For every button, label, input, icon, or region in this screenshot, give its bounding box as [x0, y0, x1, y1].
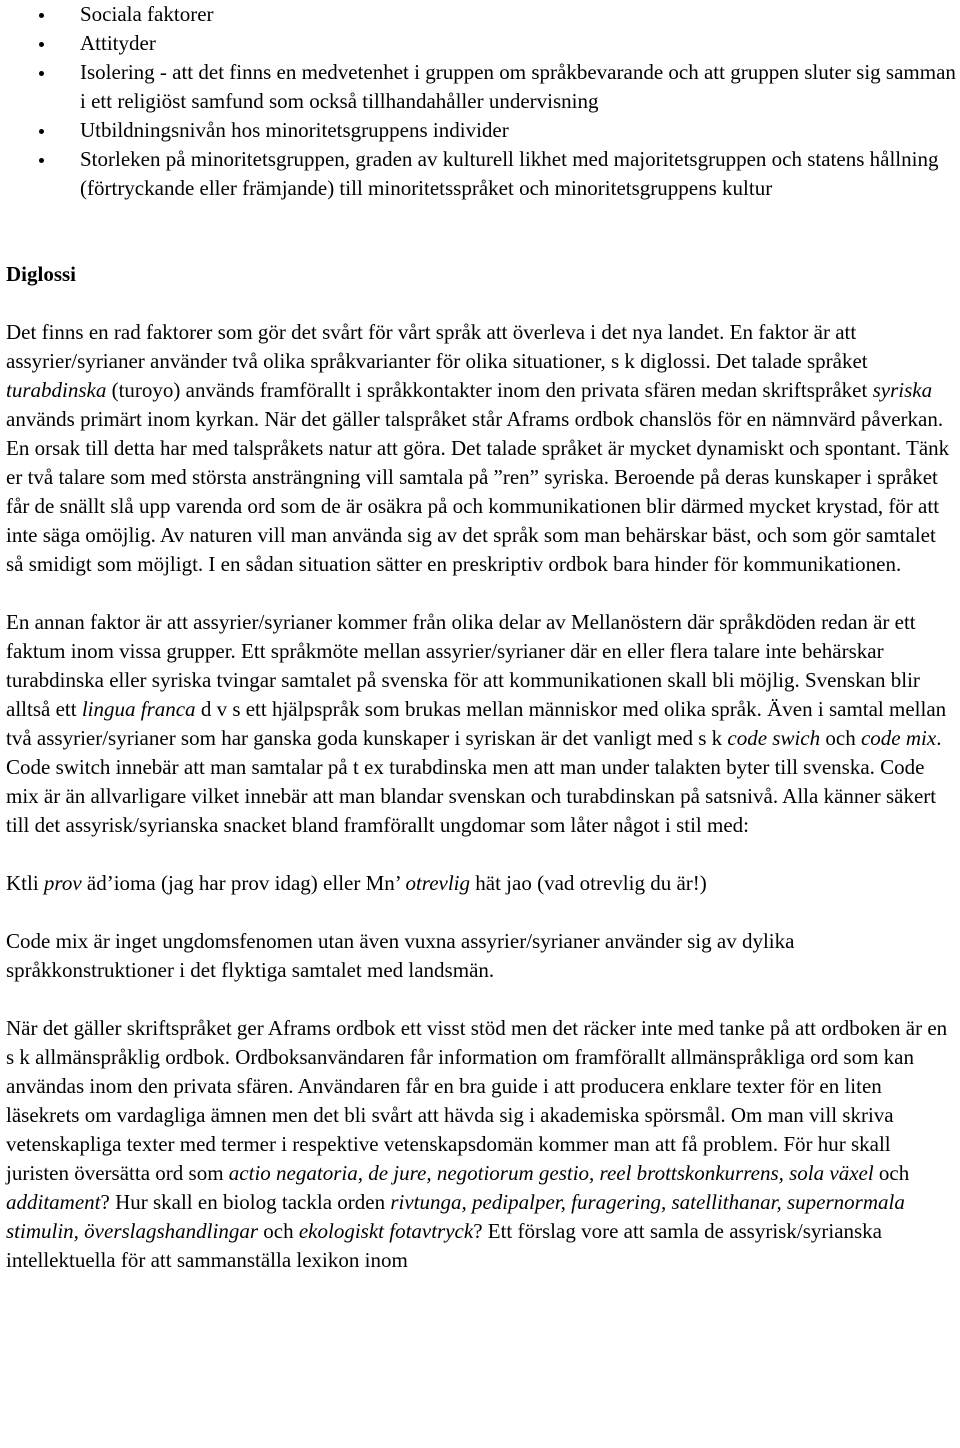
paragraph-language-contact — [6, 608, 956, 840]
list-item — [6, 29, 956, 58]
text-span: används primärt inom kyrkan. När det gäller talspråket står Aframs ordbok chanslös för en nämnvärd påverkan. En orsak till detta har med talspråkets natur att göra. Det talade språket är mycket dynamiskt och spontant. Tänk er två talare som med största ansträngning vill samtala på ”ren” syriska. Beroende på deras kunskaper i språket får de snällt slå upp varenda ord som de är osäkra på och kommunikationen blir därmed mycket krystad, för att inte säga omöjlig. Av naturen vill man använda sig av det språk som man behärskar bäst, och som gör samtalet så smidigt som möjligt. I en sådan situation sätter en preskriptiv ordbok bara hinder för kommunikationen. — [6, 407, 950, 576]
bullet-icon — [39, 129, 44, 134]
emphasis-text: turabdinska — [6, 378, 107, 402]
emphasis-text: code mix — [860, 726, 937, 750]
text-span: (turoyo) används framförallt i språkkontakter inom den privata sfären medan skriftspråket — [106, 378, 873, 402]
text-span: En annan faktor är att assyrier/syrianer kommer från olika delar av Mellanöstern där språkdöden redan är ett faktum inom vissa grupper. Ett språkmöte mellan assyrier/syrianer där en eller flera talare inte behärskar turabdinska eller syriska tvingar samtalet på svenska för att kommunikationen skall bli möjlig. Svenskan blir alltså ett — [6, 610, 920, 721]
emphasis-text: actio negatoria, de jure, negotiorum gestio, reel brottskonkurrens, sola växel — [228, 1161, 874, 1185]
text-span: ? Hur skall en biolog tackla orden — [100, 1190, 391, 1214]
paragraph-code-mix: Code mix är inget ungdomsfenomen utan även vuxna assyrier/syrianer använder sig av dylika språkkonstruktioner i det flyktiga samtalet med landsmän. — [6, 929, 795, 982]
list-item-text: Storleken på minoritetsgruppen, graden av kulturell likhet med majoritetsgruppen och statens hållning (förtryckande eller främjande) till minoritetsspråket och minoritetsgruppens kultur — [80, 147, 939, 200]
emphasis-text: ekologiskt fotavtryck — [298, 1219, 474, 1243]
list-item-text: Attityder — [80, 31, 156, 55]
text-span: och — [258, 1219, 299, 1243]
text-span: d v s ett hjälpspråk som brukas mellan människor med olika språk. Även i samtal mellan två assyrier/syrianer som har ganska goda kunskaper i syriskan är det vanligt med s k — [6, 697, 947, 750]
emphasis-text: rivtunga, pedipalper, furagering, satellithanar, supernormala stimulin, överslagshandlingar — [6, 1190, 905, 1243]
emphasis-text: syriska — [872, 378, 933, 402]
section-heading: Diglossi — [6, 262, 77, 286]
text-span: Det finns en rad faktorer som gör det svårt för vårt språk att överleva i det nya landet. En faktor är att assyrier/syrianer använder två olika språkvarianter för olika situationer, s k diglossi. Det talade språket — [6, 320, 868, 373]
text-span: . Code switch innebär att man samtalar på t ex turabdinska men att man under talakten byter till svenska. Code mix är än allvarligare vilket innebär att man blandar svenskan och turabdinskan på satsnivå. Alla känner säkert till det assyrisk/syrianska snacket bland framförallt ungdomar som låter något i stil med: — [6, 726, 942, 837]
emphasis-text: lingua franca — [81, 697, 196, 721]
bullet-icon — [39, 158, 44, 163]
list-item — [6, 145, 956, 203]
list-item — [6, 116, 956, 145]
text-span: Ktli — [6, 871, 44, 895]
emphasis-text: prov — [43, 871, 82, 895]
bullet-icon — [39, 42, 44, 47]
list-item-text: Isolering - att det finns en medvetenhet i gruppen om språkbevarande och att gruppen sluter sig samman i ett religiöst samfund som också tillhandahåller undervisning — [80, 60, 956, 113]
bullet-icon — [39, 13, 44, 18]
emphasis-text: code swich — [727, 726, 821, 750]
factor-list — [6, 0, 956, 203]
paragraph-written-language — [6, 1014, 956, 1275]
emphasis-text: additament — [6, 1190, 101, 1214]
emphasis-text: otrevlig — [405, 871, 471, 895]
text-span: äd’ioma (jag har prov idag) eller Mn’ — [81, 871, 406, 895]
paragraph-example — [6, 869, 956, 898]
list-item — [6, 0, 956, 29]
bullet-icon — [39, 71, 44, 76]
list-item — [6, 58, 956, 116]
text-span: ? Ett förslag vore att samla de assyrisk/syrianska intellektuella för att sammanställa lexikon inom — [6, 1219, 883, 1272]
list-item-text: Utbildningsnivån hos minoritetsgruppens individer — [80, 118, 509, 142]
text-span: och — [873, 1161, 910, 1185]
text-span: hät jao (vad otrevlig du är!) — [470, 871, 707, 895]
paragraph-diglossi — [6, 318, 956, 579]
text-span: och — [820, 726, 861, 750]
text-span: När det gäller skriftspråket ger Aframs ordbok ett visst stöd men det räcker inte med tanke på att ordboken är en s k allmänspråklig ordbok. Ordboksanvändaren får information om framförallt allmänspråkliga ord som kan användas inom den privata sfären. Användaren får en bra guide i att producera enklare texter för en liten läsekrets om vardagliga ämnen men det bli svårt att hävda sig i akademiska spörsmål. Om man vill skriva vetenskapliga texter med termer i respektive vetenskapsdomän kommer man att få problem. För hur skall juristen översätta ord som — [6, 1016, 948, 1185]
list-item-text: Sociala faktorer — [80, 2, 214, 26]
